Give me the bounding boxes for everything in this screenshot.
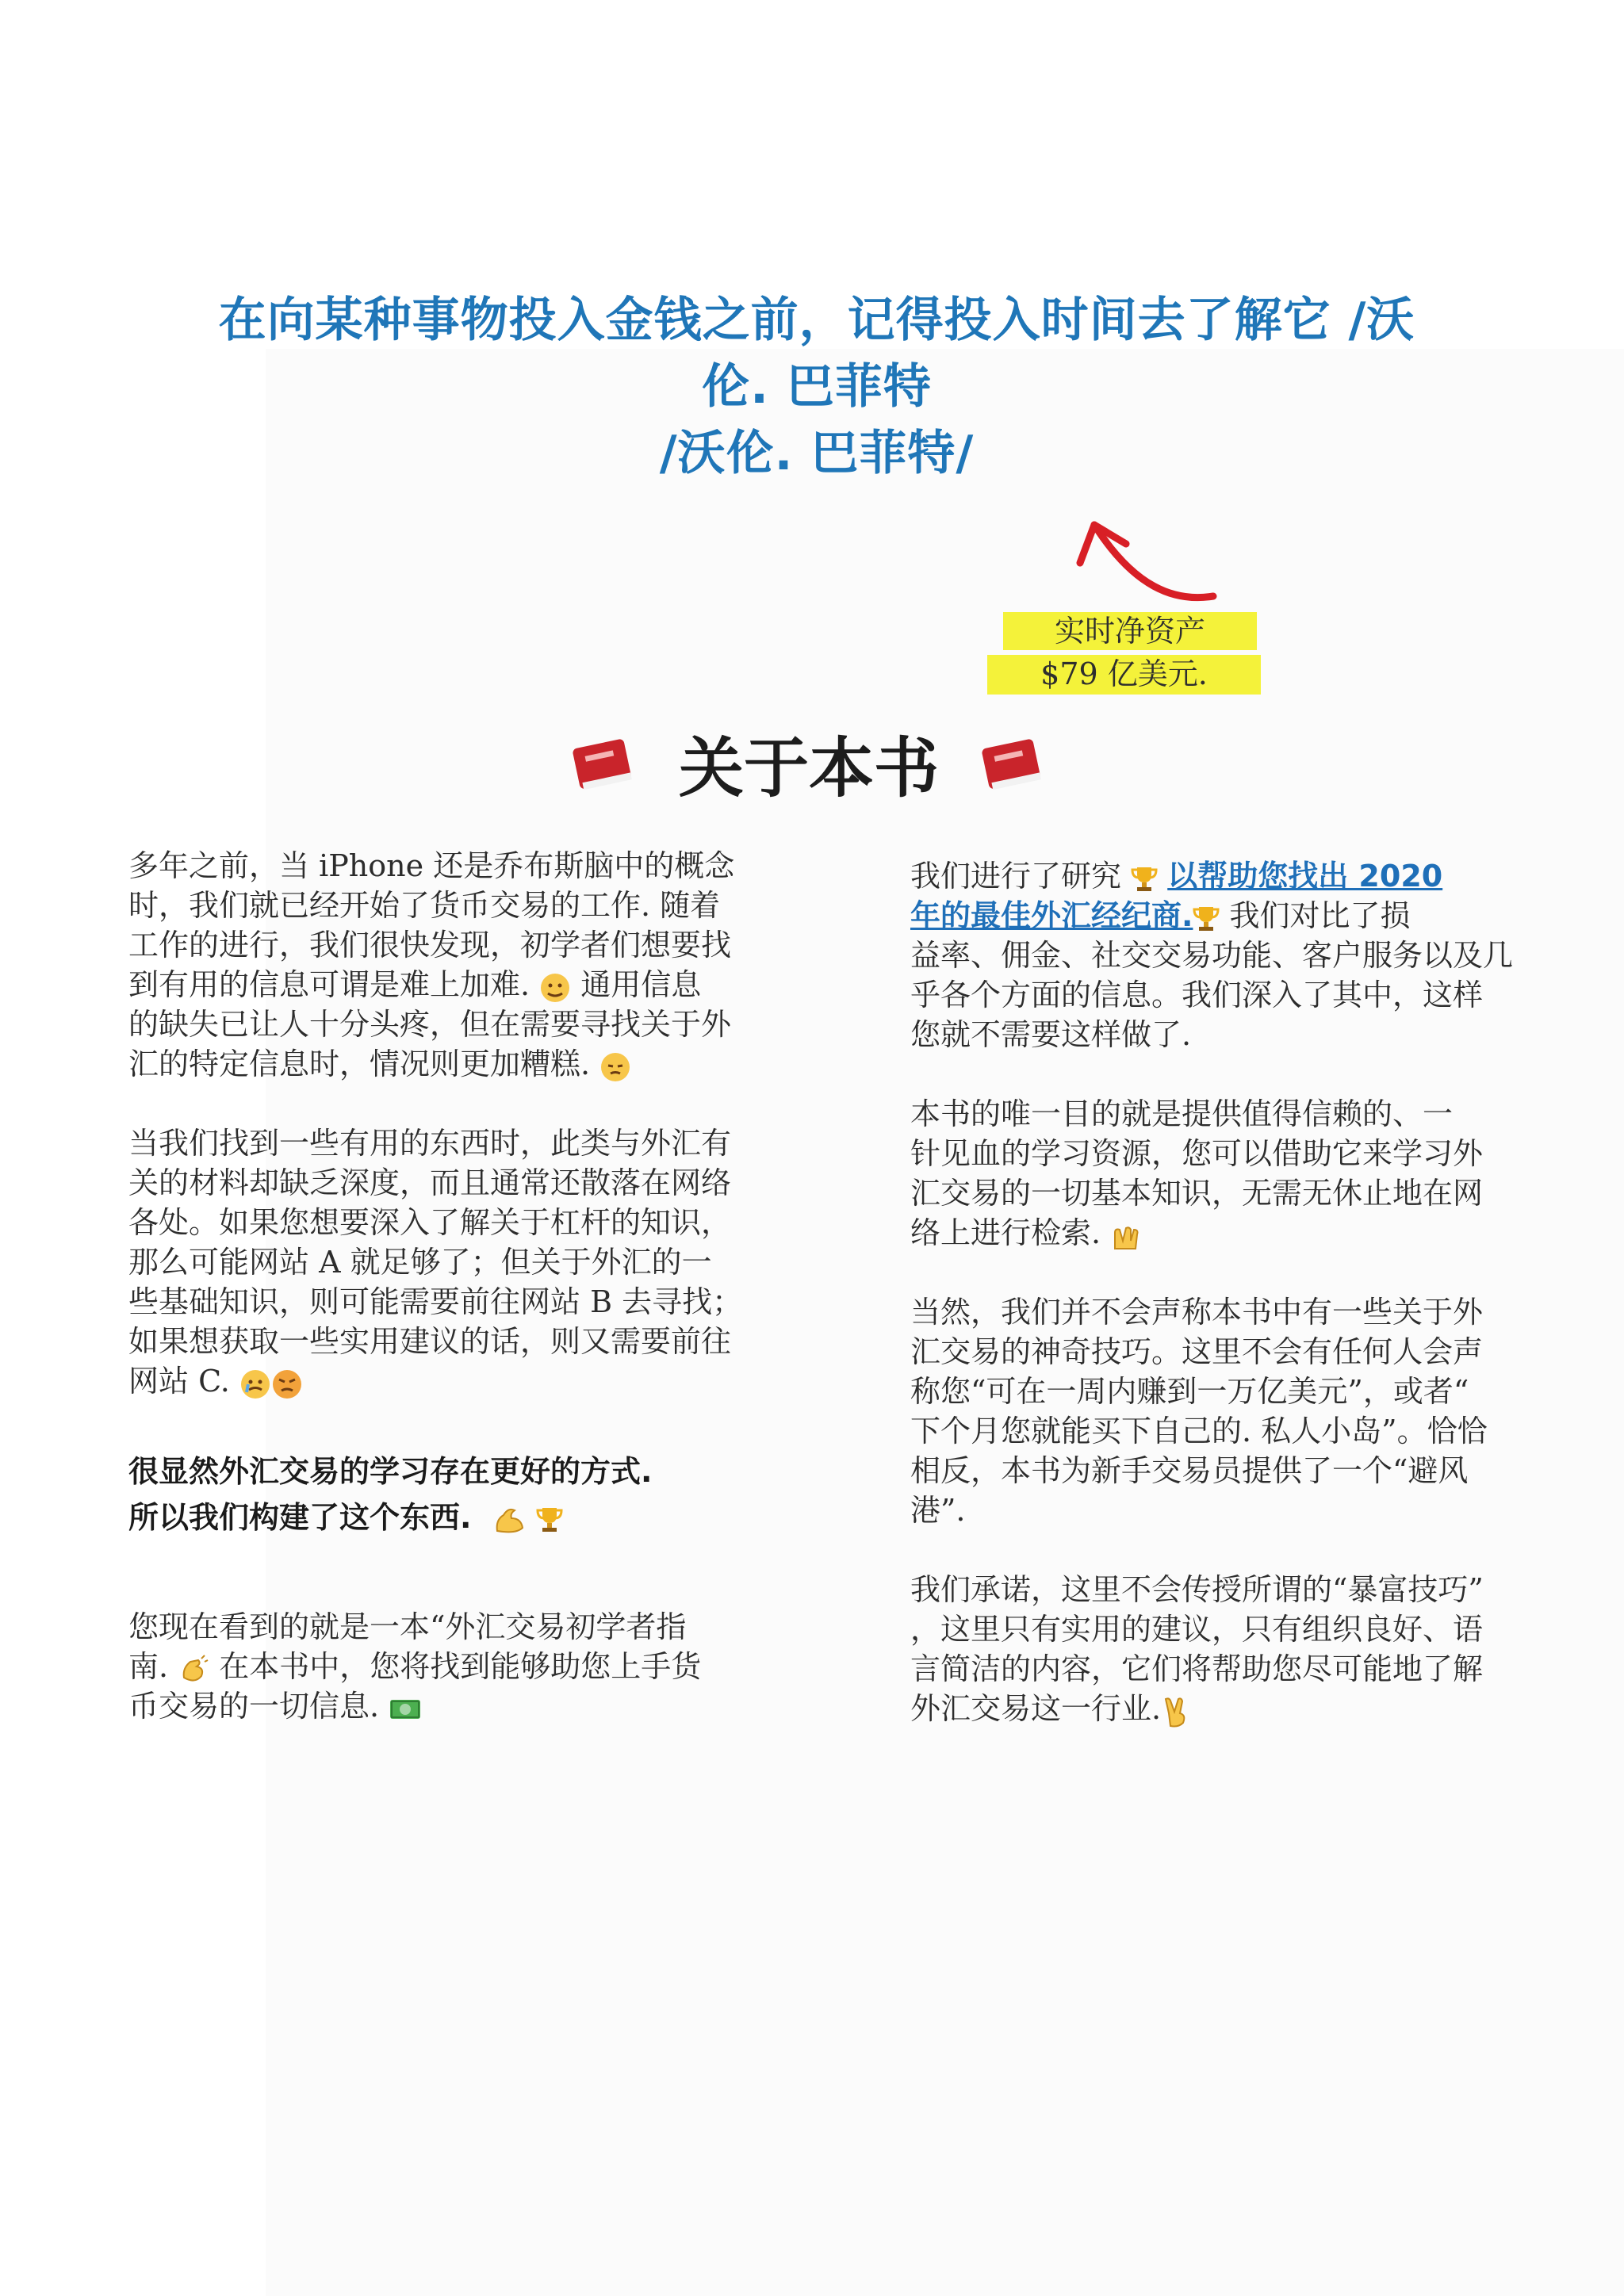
right-paragraph-4: [910, 1570, 1529, 1728]
left-column: [128, 846, 795, 1726]
right-column: [910, 856, 1529, 1728]
left-paragraph-3: [128, 1607, 795, 1726]
flexed-biceps-icon: [492, 1504, 526, 1536]
section-heading: [555, 718, 1063, 809]
right-p1-post-text: 我们对比了损 益率、佣金、社交交易功能、客户服务以及几 乎各个方面的信息。我们深入了其中，这样 您就不需要这样做了.: [910, 898, 1514, 1052]
left-p1-text: 多年之前，当 iPhone 还是乔布斯脑中的概念 时，我们就已经开始了货币交易的工作. 随着 工作的进行，我们很快发现，初学者们想要找 到有用的信息可谓是难上加难.: [128, 848, 735, 1002]
left-bold2-text: 所以我们构建了这个东西.: [128, 1500, 472, 1535]
heading-text: 关于本书: [678, 731, 939, 806]
quote-line-3: /沃伦. 巴菲特/: [659, 426, 975, 481]
best-brokers-link[interactable]: 以帮助您找出 2020 年的最佳外汇经纪商.: [910, 859, 1443, 933]
left-paragraph-2: [128, 1123, 795, 1401]
right-p2-text: 本书的唯一目的就是提供值得信赖的、一 针见血的学习资源，您可以借助它来学习外 汇交易的一切基本知识，无需无休止地在网 络上进行检索.: [910, 1096, 1484, 1250]
red-arrow-icon: [1063, 507, 1253, 618]
net-worth-label: 实时净资产: [1003, 612, 1257, 650]
angry-face-icon: [271, 1368, 303, 1400]
left-p3b-text: 在本书中，您将找到能够助您上手货 币交易的一切信息.: [128, 1649, 702, 1724]
clapping-hands-icon: [178, 1654, 209, 1686]
left-paragraph-1: [128, 846, 795, 1084]
trophy-icon: [1193, 905, 1220, 933]
quote-line-1: 在向某种事物投入金钱之前，记得投入时间去了解它 /沃: [218, 293, 1415, 348]
buffett-quote: [119, 287, 1515, 487]
right-paragraph-3: 当然，我们并不会声称本书中有一些关于外 汇交易的神奇技巧。这里不会有任何人会声 称您“可在一周内赚到一万亿美元”，或者“ 下个月您就能买下自己的. 私人小岛”。恰恰 相反，本书为新手交易员提供了一个“避风 港”.: [910, 1295, 1488, 1528]
left-p2-text: 当我们找到一些有用的东西时，此类与外汇有 关的材料却缺乏深度，而且通常还散落在网络 各处。如果您想要深入了解关于杠杆的知识， 那么可能网站 A 就足够了；但关于外汇的一 些基础知识，则可能需要前往网站 B 去寻找； 如果想获取一些实用建议的话，则又需要前往 网站 C.: [128, 1126, 743, 1399]
right-p1-pre-text: 我们进行了研究: [910, 859, 1122, 894]
net-worth-value: $79 亿美元.: [987, 655, 1261, 695]
money-icon: [389, 1697, 422, 1722]
trophy-icon: [1131, 865, 1158, 894]
trophy-icon: [536, 1506, 563, 1534]
book-icon: [977, 732, 1050, 795]
left-bold-line-2: [128, 1494, 795, 1540]
raised-hands-icon: [1110, 1220, 1142, 1252]
left-p3a-text: 您现在看到的就是一本“外汇交易初学者指 南.: [128, 1609, 687, 1684]
left-bold-line-1: 很显然外汇交易的学习存在更好的方式.: [128, 1454, 653, 1489]
book-icon: [568, 732, 641, 795]
quote-line-2: 伦. 巴菲特: [702, 359, 932, 415]
pensive-face-icon: [599, 1051, 631, 1083]
victory-hand-icon: [1161, 1696, 1193, 1728]
steam-face-icon: [539, 972, 571, 1004]
crying-face-icon: [239, 1368, 271, 1400]
right-paragraph-1: [910, 856, 1529, 1054]
right-paragraph-2: [910, 1094, 1529, 1253]
right-p4-text: 我们承诺，这里不会传授所谓的“暴富技巧” ，这里只有实用的建议，只有组织良好、语 言简洁的内容，它们将帮助您尽可能地了解 外汇交易这一行业.: [910, 1572, 1484, 1726]
left-p1b-text: 通用信息 的缺失已让人十分头疼，但在需要寻找关于外 汇的特定信息时，情况则更加糟糕.: [128, 967, 732, 1081]
